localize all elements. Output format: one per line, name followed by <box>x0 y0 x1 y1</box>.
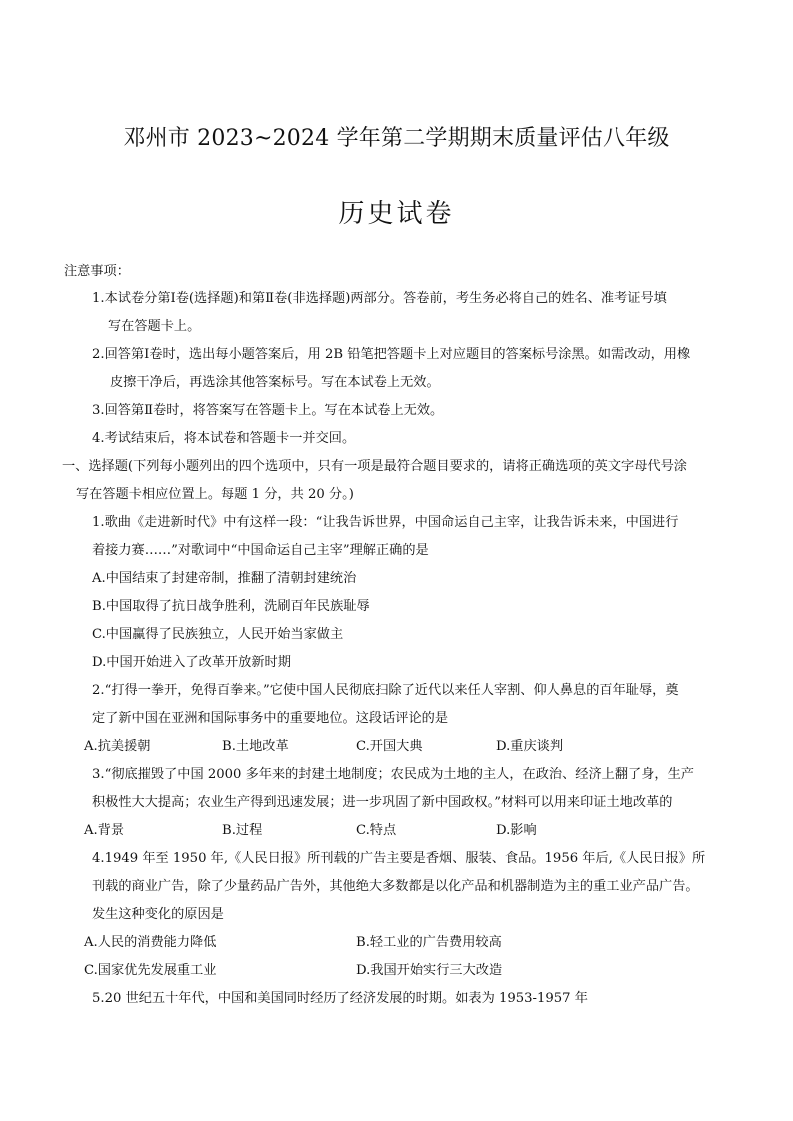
q4-option-d: D.我国开始实行三大改造 <box>356 963 503 978</box>
subject-title: 历史试卷 <box>338 199 455 229</box>
section-1-heading-line-2: 写在答题卡相应位置上。每题 1 分，共 20 分。) <box>76 487 354 502</box>
q1-option-c: C.中国赢得了民族独立，人民开始当家做主 <box>92 627 344 642</box>
notice-item-1-line-1: 1.本试卷分第Ⅰ卷(选择题)和第Ⅱ卷(非选择题)两部分。答卷前，考生务必将自己的姓名、准考证号填 <box>92 291 667 306</box>
notice-heading: 注意事项： <box>64 264 130 279</box>
q3-option-c: C.特点 <box>356 823 397 838</box>
q1-option-d: D.中国开始进入了改革开放新时期 <box>92 655 291 670</box>
q3-stem-line-1: 3.“彻底摧毁了中国 2000 多年来的封建土地制度；农民成为土地的主人，在政治、经济上翻了身，生产 <box>92 767 694 782</box>
q2-stem-line-2: 定了新中国在亚洲和国际事务中的重要地位。这段话评论的是 <box>92 711 449 726</box>
exam-title: 邓州市 2023~2024 学年第二学期期末质量评估八年级 <box>123 126 670 151</box>
q2-option-c: C.开国大典 <box>356 739 423 754</box>
section-1-heading-line-1: 一、选择题(下列每小题列出的四个选项中，只有一项是最符合题目要求的，请将正确选项的英文字母代号涂 <box>62 459 687 474</box>
q1-stem-line-2: 着接力赛……”对歌词中“中国命运自己主宰”理解正确的是 <box>92 543 429 558</box>
q1-stem-line-1: 1.歌曲《走进新时代》中有这样一段：“让我告诉世界，中国命运自己主宰，让我告诉未来，中国进行 <box>92 515 679 530</box>
q4-option-c: C.国家优先发展重工业 <box>84 963 217 978</box>
notice-item-4: 4.考试结束后，将本试卷和答题卡一并交回。 <box>92 431 356 446</box>
q1-option-a: A.中国结束了封建帝制，推翻了清朝封建统治 <box>92 571 357 586</box>
q3-stem-line-2: 积极性大大提高；农业生产得到迅速发展；进一步巩固了新中国政权。”材料可以用来印证土地改革的 <box>92 795 673 810</box>
q3-option-a: A.背景 <box>84 823 125 838</box>
q4-stem-line-3: 发生这种变化的原因是 <box>92 907 224 922</box>
q5-stem-line-1: 5.20 世纪五十年代，中国和美国同时经历了经济发展的时期。如表为 1953-1957 年 <box>92 991 588 1006</box>
q4-stem-line-1: 4.1949 年至 1950 年,《人民日报》所刊载的广告主要是香烟、服装、食品。1956 年后,《人民日报》所 <box>92 851 706 866</box>
q4-option-a: A.人民的消费能力降低 <box>84 935 217 950</box>
notice-item-2-line-2: 皮擦干净后，再选涂其他答案标号。写在本试卷上无效。 <box>110 375 440 390</box>
q3-option-b: B.过程 <box>222 823 263 838</box>
q4-stem-line-2: 刊载的商业广告，除了少量药品广告外，其他绝大多数都是以化产品和机器制造为主的重工业产品广告。 <box>92 879 699 894</box>
notice-item-3: 3.回答第Ⅱ卷时，将答案写在答题卡上。写在本试卷上无效。 <box>92 403 444 418</box>
q3-option-d: D.影响 <box>496 823 537 838</box>
notice-item-1-line-2: 写在答题卡上。 <box>108 319 201 334</box>
q4-option-b: B.轻工业的广告费用较高 <box>356 935 502 950</box>
q2-option-b: B.土地改革 <box>222 739 289 754</box>
q2-option-a: A.抗美援朝 <box>84 739 151 754</box>
q1-option-b: B.中国取得了抗日战争胜利，洗刷百年民族耻辱 <box>92 599 370 614</box>
q2-stem-line-1: 2.“打得一拳开，免得百拳来。”它使中国人民彻底扫除了近代以来任人宰割、仰人鼻息的百年耻辱，奠 <box>92 683 679 698</box>
notice-item-2-line-1: 2.回答第Ⅰ卷时，选出每小题答案后，用 2B 铅笔把答题卡上对应题目的答案标号涂黑。如需改动，用橡 <box>92 347 691 362</box>
q2-option-d: D.重庆谈判 <box>496 739 564 754</box>
